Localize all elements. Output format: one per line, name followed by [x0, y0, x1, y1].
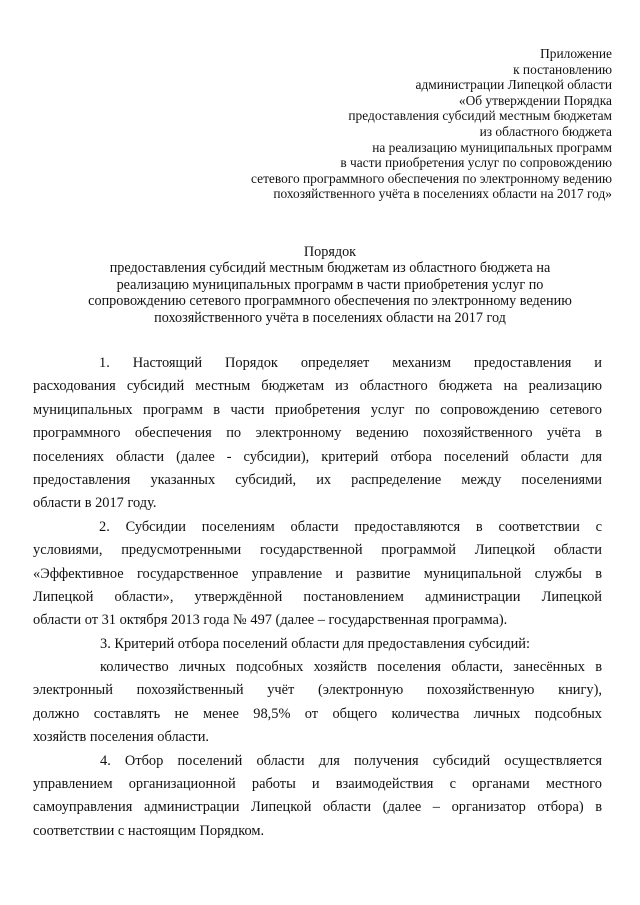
paragraph-line: управлением организационной работы и взаимодействия с органами местного — [33, 776, 602, 793]
appendix-line: к постановлению — [513, 61, 612, 77]
paragraph-line: поселениях области (далее - субсидии), критерий отбора поселений области для — [33, 448, 602, 465]
paragraph-line: должно составлять не менее 98,5% от общего количества личных подсобных — [33, 705, 602, 722]
document-title — [60, 244, 600, 326]
appendix-line: предоставления субсидий местным бюджетам — [348, 108, 612, 124]
paragraph-line: 3. Критерий отбора поселений области для предоставления субсидий: — [100, 635, 530, 652]
appendix-line: администрации Липецкой области — [415, 77, 612, 93]
paragraph-line: самоуправления администрации Липецкой области (далее – организатор отбора) в — [33, 799, 602, 816]
paragraph-line: 4. Отбор поселений области для получения субсидий осуществляется — [100, 752, 602, 769]
paragraph-line: расходования субсидий местным бюджетам из областного бюджета на реализацию — [33, 378, 602, 395]
appendix-line: «Об утверждении Порядка — [458, 92, 612, 108]
paragraph-5 — [33, 750, 602, 844]
title-line: реализацию муниципальных программ в части приобретения услуг по — [116, 276, 544, 293]
paragraph-line: 2. Субсидии поселениям области предоставляются в соответствии с — [99, 518, 602, 535]
paragraph-line: Липецкой области», утверждённой постановлением администрации Липецкой — [33, 588, 602, 605]
paragraph-4 — [33, 656, 602, 750]
paragraph-1 — [33, 352, 602, 516]
paragraph-line: количество личных подсобных хозяйств поселения области, занесённых в — [100, 659, 602, 676]
title-line: предоставления субсидий местным бюджетам из областного бюджета на — [109, 260, 551, 277]
paragraph-3 — [90, 633, 602, 656]
appendix-line: похозяйственного учёта в поселениях области на 2017 год» — [273, 186, 612, 202]
paragraph-2 — [33, 516, 602, 633]
paragraph-line: программного обеспечения по электронному ведению похозяйственного учёта в — [33, 425, 602, 442]
appendix-line: в части приобретения услуг по сопровождению — [340, 155, 612, 171]
appendix-line: из областного бюджета — [479, 123, 612, 139]
paragraph-line: 1. Настоящий Порядок определяет механизм предоставления и — [99, 355, 602, 371]
paragraph-line: предоставления указанных субсидий, их распределение между поселениями — [33, 471, 602, 488]
paragraph-line: хозяйств поселения области. — [33, 729, 210, 746]
paragraph-line: электронный похозяйственный учёт (электронную похозяйственную книгу), — [33, 682, 602, 699]
document-body — [33, 352, 602, 843]
paragraph-line: области от 31 октября 2013 года № 497 (далее – государственная программа). — [33, 612, 508, 629]
appendix-line: Приложение — [540, 46, 612, 61]
title-line: похозяйственного учёта в поселениях области на 2017 год — [154, 309, 506, 326]
paragraph-line: области в 2017 году. — [33, 495, 157, 512]
appendix-line: на реализацию муниципальных программ — [372, 139, 612, 155]
paragraph-line: соответствии с настоящим Порядком. — [33, 822, 265, 839]
paragraph-line: муниципальных программ в части приобретения услуг по сопровождению сетевого — [33, 401, 602, 418]
paragraph-line: условиями, предусмотренными государственной программой Липецкой области — [33, 542, 602, 559]
paragraph-line: «Эффективное государственное управление и развитие муниципальной службы в — [33, 565, 602, 582]
title-word: Порядок — [303, 244, 357, 260]
appendix-header — [192, 46, 612, 202]
title-line: сопровождению сетевого программного обеспечения по электронному ведению — [88, 293, 572, 310]
appendix-line: сетевого программного обеспечения по электронному ведению — [251, 170, 612, 186]
